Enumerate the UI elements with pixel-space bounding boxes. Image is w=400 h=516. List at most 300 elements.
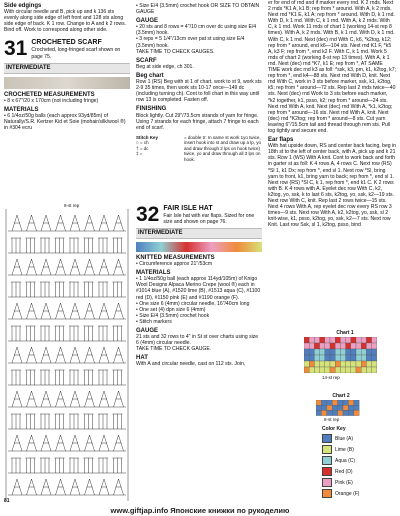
beg-chart-text: Row 1 (RS) Beg with st 1 of chart, work to st 9, work sts 2-9 35 times, then work sts 10-17 once—149 dc (including turning ch). Cont to foll chart in this way until row 13 is completed. Fasten off. [136, 79, 262, 104]
crochet-stitch-group [69, 458, 79, 473]
chart-1-cell [361, 349, 366, 355]
crochet-stitch-group [69, 326, 79, 341]
chart-1-cell [314, 367, 319, 373]
crochet-stitch-group [56, 215, 66, 231]
crochet-stitch-group [113, 414, 123, 429]
crochet-stitch-group [114, 479, 124, 495]
chart-1-cell [366, 367, 371, 373]
color-label: Red (D) [335, 468, 353, 475]
chart-1-cell [340, 367, 345, 373]
crochet-stitch-group [12, 259, 22, 275]
chart-1-cell [346, 367, 351, 373]
crochet-stitch-group [41, 479, 51, 495]
crochet-stitch-group [41, 435, 51, 451]
crochet-stitch-group [70, 435, 80, 451]
side-edgings-text: With circular needle and B, pick up and k 136 sts evenly along side edge of left front and 128 sts along side edge of back. K 1 row. Change to A and k 2 rows. Bind off. Work to correspond along other side. [4, 9, 127, 34]
crochet-stitch-group [114, 215, 124, 231]
chart-1-cell [340, 361, 345, 367]
crochet-stitch-group [69, 238, 79, 253]
chart-1-cell [361, 355, 366, 361]
chart-1-rep: 14-st rep [322, 375, 340, 380]
chart-1-cell [325, 355, 330, 361]
crochet-stitch-group [27, 435, 37, 451]
crochet-stitch-group [85, 303, 95, 319]
chart-1 [300, 330, 390, 384]
column-3 [268, 0, 396, 230]
crochet-stitch-group [12, 391, 22, 407]
crochet-stitch-group [114, 347, 124, 363]
crocheted-measurements-text: • 8 x 67"/20 x 170cm (not including fringe) [4, 97, 99, 104]
crochet-stitch-group [55, 370, 65, 385]
crochet-stitch-group [56, 435, 66, 451]
chart-2-cell [343, 400, 348, 405]
chart-1-cell [335, 343, 340, 349]
chart-1-cell [335, 337, 340, 343]
stitch-key-dc: † = dc [136, 145, 149, 151]
needle-line-4: • Stitch markers [136, 318, 172, 325]
crochet-stitch-group [40, 370, 50, 385]
chart-1-cell [351, 361, 356, 367]
crochet-stitch-group [55, 414, 65, 429]
color-label: Orange (F) [335, 490, 360, 497]
crochet-stitch-group [27, 215, 37, 231]
scarf-heading: SCARF [136, 57, 157, 64]
chart-2-cell [327, 400, 332, 405]
crochet-stitch-group [55, 326, 65, 341]
chart-1-cell [330, 349, 335, 355]
chart-1-cell [340, 349, 345, 355]
chart-2-cell [354, 405, 359, 410]
chart-1-cell [351, 337, 356, 343]
gauge-text-32: 21 sts and 32 rows to 4" in St st over charts using size 6 (4mm) circular needle. [136, 334, 259, 347]
crochet-stitch-group [70, 215, 80, 231]
crochet-stitch-group [41, 391, 51, 407]
chart-1-cell [330, 361, 335, 367]
crochet-stitch-group [70, 391, 80, 407]
hat-instructions-text: er for end of rnd and if marker every rnd. K 2 rnds. Next 2 rnds *K1 A, k1 B; rep from * around. With A, k 2 rnds. Next rnd *K1 E, k1 A; rep from * around. With D, k 1 rnd. With D, k 1 rnd. With C, k 1 rnd. With A, k 2 rnds. With C, k 1 rnd. Work 11 rnds of chart 1 (working 14-st rep 8 times). With A, k 2 rnds. With B, k 1 rnd. With D, k 1 rnd. With C, k 1 rnd. Next (dec) rnd With C, k6, *k2tog, k12; rep from * around, end k6—104 sts. Next rnd K1 F, *k5 A, k3 F; rep from *, end k2 F. With C, k 1 rnd. Work 5 rnds of chart 2 (working 8-st rep 13 times). With A, k 1 rnd. Next (dec) rnd *K7, k1 E; rep from *, AT SAME TIME work dec rnd k3 as foll: *ssk, k3, pm, k1, k2tog, k7; rep from *, end k4—88 sts. Next rnd With D, knit. Next rnd With C, work in 3 sts before marker, ssk, k1, k2tog, k5; rep from * around—72 sts. Rep last 2 rnds twice—40 sts. Next (dec) rnd Work to 3 sts before each marker, *k2 together, k1, psso, k2; rep from * around—24 sts. Next rnd With A, knit. Next (dec) rnd With A, *k1, k2tog; rep from * around—16 sts. Next rnd With A, knit. Next (dec) rnd *K2tog; rep from * around—8 sts. Cut yarn leaving 6"/15.5cm tail and thread through rem sts. Pull tog tightly and secure end. [268, 0, 396, 134]
crochet-stitch-group [113, 458, 123, 473]
crochet-stitch-group [41, 303, 51, 319]
chart-1-cell [325, 337, 330, 343]
chart-1-cell [356, 367, 361, 373]
chart-1-cell [335, 361, 340, 367]
color-key-title: Color Key [322, 426, 346, 432]
chart-1-cell [346, 343, 351, 349]
color-swatch [322, 478, 332, 487]
crochet-stitch-group [70, 259, 80, 275]
pattern-title-32: FAIR ISLE HAT [163, 204, 213, 212]
chart-1-cell [351, 349, 356, 355]
footer-watermark: www.giftjap.info Японские книжки по рукоделию [110, 506, 290, 515]
gauge-text-2: • 3 reps = 5 1/4"/13cm over pat st using size E/4 (3.5mm) hook. [136, 36, 245, 49]
chart-1-cell [314, 337, 319, 343]
crochet-stitch-group [12, 303, 22, 319]
crochet-stitch-group [84, 326, 94, 341]
crochet-stitch-group [113, 238, 123, 253]
chart-1-cell [335, 367, 340, 373]
crochet-stitch-group [98, 458, 108, 473]
stitch-key-dtr: ‡ = [136, 151, 143, 157]
crochet-stitch-group [55, 282, 65, 297]
chart-1-cell [372, 367, 377, 373]
chart-2-cell [332, 405, 337, 410]
chart-1-cell [304, 355, 309, 361]
crochet-stitch-group [40, 326, 50, 341]
chart-1-cell [314, 361, 319, 367]
chart-1-cell [320, 343, 325, 349]
crochet-stitch-group [85, 215, 95, 231]
materials-text-31: • 6 1/4oz/50g balls (each approx 93yd/85m) of Naturally/S.R. Kertzer Kid et Soie (mohair/silk/wool ®) in #304 ecru [4, 112, 126, 132]
gauge-text-1: • 20 sts and 8 rows = 4"/10 cm over dc using size E/4 (3.5mm) hook. [136, 24, 257, 37]
color-key [322, 426, 390, 500]
chart-1-cell [314, 343, 319, 349]
crochet-stitch-group [98, 238, 108, 253]
chart-1-cell [330, 367, 335, 373]
hat-text: With A and circular needle, cast on 112 sts. Join, [136, 361, 246, 368]
chart-1-cell [366, 361, 371, 367]
chart-1-cell [346, 349, 351, 355]
crochet-stitch-group [56, 303, 66, 319]
gauge-text-3: TAKE TIME TO CHECK GAUGES. [136, 48, 215, 55]
crochet-chart [4, 203, 132, 503]
crochet-stitch-group [70, 347, 80, 363]
chart-1-cell [356, 343, 361, 349]
chart-2-cell [332, 400, 337, 405]
color-swatch [322, 489, 332, 498]
color-key-list [322, 434, 390, 498]
chart-2-cell [327, 405, 332, 410]
chart-1-cell [366, 349, 371, 355]
crochet-stitch-group [12, 435, 22, 451]
chart-1-cell [304, 343, 309, 349]
chart-2-cell [343, 405, 348, 410]
crochet-stitch-group [26, 458, 36, 473]
gauge-heading-32: GAUGE [136, 328, 159, 334]
crochet-stitch-group [98, 282, 108, 297]
chart-2-cell [321, 400, 326, 405]
chart-1-title: Chart 1 [336, 330, 354, 336]
chart-1-cell [330, 355, 335, 361]
chart-2-cell [321, 410, 326, 415]
crochet-stitch-group [69, 370, 79, 385]
crochet-stitch-group [70, 303, 80, 319]
crochet-stitch-group [41, 215, 51, 231]
chart-rep-label: 8-st rep [64, 203, 80, 208]
finishing-text: Block lightly. Cut 29"/73.5cm strands of yarn for fringe. Using 7 strands for each fringe, attach 7 fringe to each end of scarf. [136, 112, 259, 131]
hook-size-line: • Size E/4 (3.5mm) crochet hook OR SIZE TO OBTAIN GAUGE [136, 3, 260, 16]
level-band-32: INTERMEDIATE [136, 228, 262, 239]
pattern-32-header [136, 205, 262, 225]
crochet-chart-drawing [4, 209, 132, 505]
crochet-stitch-group [26, 326, 36, 341]
crochet-stitch-group [56, 479, 66, 495]
column-1 [4, 0, 130, 133]
chart-1-cell [304, 349, 309, 355]
pattern-number-32: 32 [136, 204, 160, 225]
crochet-stitch-group [56, 259, 66, 275]
color-key-row [322, 434, 390, 443]
chart-1-cell [346, 361, 351, 367]
beg-chart-heading: Beg chart [136, 72, 164, 79]
chart-2-cell [348, 400, 353, 405]
color-key-row [322, 456, 390, 465]
crochet-stitch-group [99, 391, 109, 407]
crochet-stitch-group [26, 414, 36, 429]
crochet-stitch-group [113, 282, 123, 297]
color-label: Pink (E) [335, 479, 353, 486]
crochet-stitch-group [11, 326, 21, 341]
chart-1-cell [330, 343, 335, 349]
chart-1-cell [356, 361, 361, 367]
crochet-stitch-group [40, 414, 50, 429]
chart-2-grid [316, 400, 360, 416]
crochet-stitch-group [114, 435, 124, 451]
scarf-text: Beg at side edge, ch 301. [136, 63, 194, 70]
side-edgings-heading: Side edgings [4, 3, 42, 9]
chart-1-cell [330, 337, 335, 343]
crochet-stitch-group [27, 259, 37, 275]
stitch-key-dtr-desc: = double tr: In same st work 1yo twice, insert hook into st and draw up a lp, yo and draw through 2 lps on hook twice) twice, yo and draw through all 3 lps on hook. [184, 134, 262, 162]
chart-2-cell [316, 410, 321, 415]
crochet-stitch-group [11, 370, 21, 385]
pattern-subtitle-31: Crocheted, long-fringed scarf shown on page 75. [31, 47, 121, 60]
chart-2-cell [321, 405, 326, 410]
crochet-stitch-group [85, 391, 95, 407]
scarf-yarn-swatch [4, 77, 130, 89]
stitch-key-title: Stitch Key [136, 134, 159, 140]
chart-1-cell [340, 343, 345, 349]
chart-1-cell [309, 361, 314, 367]
color-key-row [322, 445, 390, 454]
chart-2-cell [354, 410, 359, 415]
crochet-stitch-group [40, 282, 50, 297]
color-swatch [322, 467, 332, 476]
knitted-measurements-heading: KNITTED MEASUREMENTS [136, 254, 215, 261]
chart-1-cell [320, 337, 325, 343]
crochet-stitch-group [56, 347, 66, 363]
chart-1-cell [320, 361, 325, 367]
crochet-stitch-group [99, 435, 109, 451]
needle-line-2: • One set (4) dpn size 6 (4mm) [136, 306, 206, 313]
crochet-stitch-group [12, 479, 22, 495]
chart-1-cell [361, 337, 366, 343]
chart-1-cell [340, 337, 345, 343]
crochet-stitch-group [40, 238, 50, 253]
chart-1-cell [325, 367, 330, 373]
chart-1-cell [320, 355, 325, 361]
chart-2-cell [354, 400, 359, 405]
crochet-stitch-group [113, 326, 123, 341]
crochet-stitch-group [12, 347, 22, 363]
chart-1-cell [366, 343, 371, 349]
crochet-stitch-group [11, 238, 21, 253]
crochet-stitch-group [114, 259, 124, 275]
color-swatch [322, 434, 332, 443]
pattern-31-header [4, 39, 130, 59]
crochet-stitch-group [98, 414, 108, 429]
chart-2-cell [348, 405, 353, 410]
chart-1-cell [361, 361, 366, 367]
ear-flaps-heading: Ear flaps [268, 137, 294, 144]
chart-1-cell [309, 355, 314, 361]
needle-line-1: • One size 6 (4mm) circular needle, 16"/40cm long [136, 300, 250, 307]
crochet-stitch-group [69, 282, 79, 297]
crocheted-measurements-heading: CROCHETED MEASUREMENTS [4, 91, 95, 98]
crochet-stitch-group [56, 391, 66, 407]
chart-1-cell [325, 349, 330, 355]
crochet-stitch-group [114, 391, 124, 407]
chart-1-cell [361, 367, 366, 373]
crochet-stitch-group [41, 347, 51, 363]
finishing-heading: FINISHING [136, 106, 167, 113]
stitch-key-ch: ○ = ch [136, 140, 149, 146]
crochet-stitch-group [98, 326, 108, 341]
materials-heading-32: MATERIALS [136, 270, 171, 277]
ear-flaps-text: With hat upside down, RS and center back facing, beg in 18th st to the left of center back, with A, pick up and k 21 sts. Row 1 (WS) With A knit. Cont to work back and forth in garter st as foll: K 4 rows A, 4 rows C. Next row (RS) *Sl 1, k1 Dx; rep from *, end sl 1. Next row *Sl, bring yarn to front, k1, bring yarn to back; rep from *, end sl 1. Next row (RS) *Sl C, k 1, rep from *, end k1 C. K 2 rows with B. K 4 rows with A. Eyelet dec row With C, k2, k2tog, yo, ssk, k to last 6 sts, k2tog, yo, ssk, k2—19 sts. Next row With C, knit. Rep last 2 rows twice—15 sts. Next 4 rows With A, rep eyelet dec row every RS row 3 times—9 sts. Next row With A, k2, k2tog, yo, ssk, sl 2 knit-wise, k1, psso, k2tog, yo, ssk, k2—7 sts. Next row Knit. Last row Ssk, sl 1, k2tog, psso, bind [268, 143, 396, 229]
chart-2-cell [332, 410, 337, 415]
pattern-subtitle-32: Fair Isle hat with ear flaps. Sized for one size and shown on page 76. [163, 212, 255, 225]
color-key-row [322, 489, 390, 498]
knitted-measurements-text: • Circumference approx 21"/53cm [136, 261, 213, 268]
crochet-stitch-group [85, 259, 95, 275]
chart-2-cell [338, 410, 343, 415]
crochet-stitch-group [27, 391, 37, 407]
color-swatch [322, 456, 332, 465]
chart-1-cell [309, 349, 314, 355]
chart-1-cell [351, 355, 356, 361]
chart-1-cell [340, 355, 345, 361]
crochet-stitch-group [99, 347, 109, 363]
crochet-stitch-group [99, 303, 109, 319]
crochet-stitch-group [84, 282, 94, 297]
hat-heading: HAT [136, 355, 148, 362]
chart-2-cell [338, 405, 343, 410]
crochet-stitch-group [114, 303, 124, 319]
crochet-stitch-group [12, 215, 22, 231]
crochet-stitch-group [55, 238, 65, 253]
chart-1-cell [335, 349, 340, 355]
color-label: Aqua (C) [335, 457, 356, 464]
crochet-stitch-group [85, 435, 95, 451]
chart-1-cell [320, 349, 325, 355]
crochet-stitch-group [11, 458, 21, 473]
chart-1-cell [366, 337, 371, 343]
chart-1-cell [309, 337, 314, 343]
materials-heading-31: MATERIALS [4, 106, 39, 113]
chart-1-cell [309, 367, 314, 373]
crochet-stitch-group [27, 479, 37, 495]
crochet-stitch-group [55, 458, 65, 473]
chart-1-cell [351, 367, 356, 373]
crochet-stitch-group [40, 458, 50, 473]
crochet-stitch-group [26, 282, 36, 297]
crochet-stitch-group [41, 259, 51, 275]
chart-1-cell [372, 337, 377, 343]
chart-1-cell [314, 349, 319, 355]
materials-text-32: • 1 1/4oz/50g ball (each approx 114yd/105m) of Knigo Wool Designs Alpaca Merino Crepe (wool ®) each in #1014 blue (A), #1520 lime (B), #1513 aqua (C), #1100 red (D), #1150 pink (E) and #1190 orange (F). [136, 276, 261, 301]
chart-2-cell [348, 410, 353, 415]
page-number: 81 [4, 498, 10, 504]
chart-1-cell [372, 343, 377, 349]
chart-1-cell [372, 349, 377, 355]
crochet-stitch-group [85, 347, 95, 363]
color-label: Blue (A) [335, 435, 354, 442]
chart-2-cell [338, 400, 343, 405]
chart-1-cell [346, 355, 351, 361]
crochet-stitch-group [84, 370, 94, 385]
needle-line-3: • Size E/4 (3.5mm) crochet hook [136, 312, 210, 319]
chart-1-cell [304, 337, 309, 343]
chart-1-cell [356, 349, 361, 355]
chart-2 [306, 393, 376, 423]
chart-2-cell [343, 410, 348, 415]
crochet-stitch-group [85, 479, 95, 495]
crochet-stitch-group [11, 414, 21, 429]
crochet-stitch-group [98, 370, 108, 385]
column-2 [136, 0, 262, 368]
chart-1-cell [351, 343, 356, 349]
level-band-31: INTERMEDIATE [4, 63, 130, 74]
crochet-stitch-group [99, 259, 109, 275]
gauge-check-32: TAKE TIME TO CHECK GAUGE. [136, 346, 212, 353]
chart-1-cell [325, 343, 330, 349]
chart-2-cell [327, 410, 332, 415]
chart-1-cell [361, 343, 366, 349]
chart-1-cell [320, 367, 325, 373]
chart-1-cell [304, 367, 309, 373]
crochet-stitch-group [84, 238, 94, 253]
crochet-stitch-group [84, 414, 94, 429]
crochet-stitch-group [113, 370, 123, 385]
chart-1-grid [304, 337, 378, 373]
chart-1-cell [356, 337, 361, 343]
stitch-key-block [136, 135, 262, 201]
crochet-stitch-group [27, 303, 37, 319]
chart-2-cell [316, 400, 321, 405]
color-key-row [322, 467, 390, 476]
chart-1-cell [356, 355, 361, 361]
chart-1-cell [346, 337, 351, 343]
crochet-stitch-group [26, 238, 36, 253]
crochet-stitch-group [11, 282, 21, 297]
crochet-stitch-group [84, 458, 94, 473]
color-label: Lime (B) [335, 446, 354, 453]
chart-1-cell [372, 361, 377, 367]
chart-1-cell [335, 355, 340, 361]
crochet-stitch-group [27, 347, 37, 363]
pattern-number-31: 31 [4, 39, 28, 60]
chart-1-cell [366, 355, 371, 361]
crochet-stitch-group [99, 215, 109, 231]
chart-1-cell [325, 361, 330, 367]
chart-1-cell [372, 355, 377, 361]
pattern-title-31: CROCHETED SCARF [31, 39, 102, 47]
crochet-stitch-group [70, 479, 80, 495]
gauge-heading: GAUGE [136, 18, 159, 25]
crochet-stitch-group [69, 414, 79, 429]
chart-2-title: Chart 2 [332, 393, 350, 399]
chart-2-rep: 8-st rep [324, 417, 340, 422]
chart-1-cell [314, 355, 319, 361]
chart-1-cell [309, 343, 314, 349]
crochet-stitch-group [26, 370, 36, 385]
chart-2-cell [316, 405, 321, 410]
crochet-stitch-group [99, 479, 109, 495]
color-key-row [322, 478, 390, 487]
color-swatch [322, 445, 332, 454]
chart-1-cell [304, 361, 309, 367]
hat-yarn-swatch [136, 242, 262, 252]
